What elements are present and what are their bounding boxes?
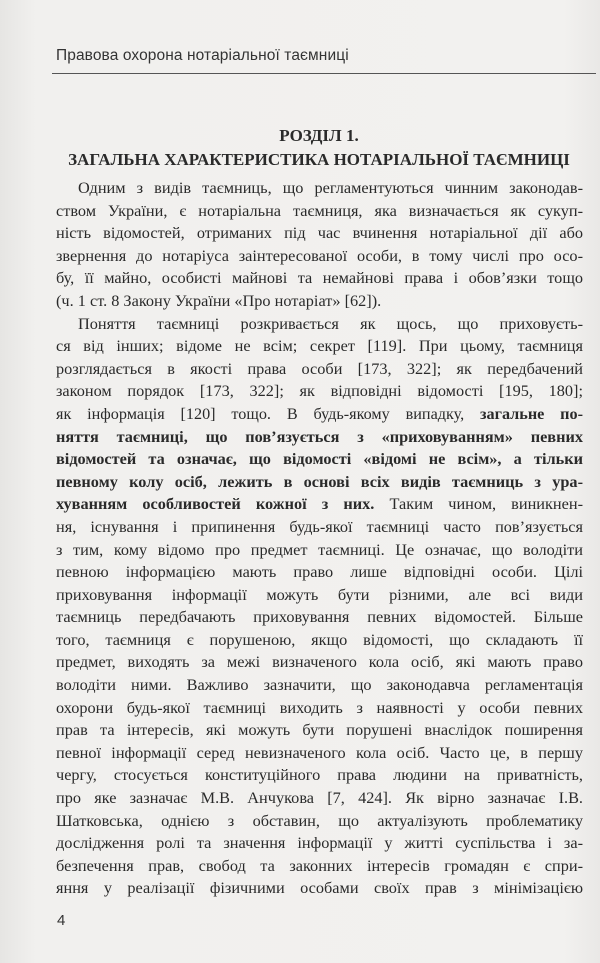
text-line: звернення до нотаріуса заінтересованої особи, в тому числі про осо- [56, 245, 583, 265]
paragraph-2 [56, 313, 583, 900]
text-line: ня, існування і припинення будь-якої таємниці часто пов’язується [56, 516, 583, 536]
text-run: як інформація [120] тощо. В будь-якому випадку, [56, 404, 480, 423]
text-line: безпечення прав, свобод та законних інтересів громадян є спри- [56, 855, 583, 875]
text-line: з тим, кому відомо про предмет таємниці. Це означає, що володіти [56, 539, 583, 559]
text-line: прав та інтересів, які можуть бути порушені внаслідок поширення [56, 720, 583, 740]
body-text [56, 177, 583, 900]
text-line: законом порядок [173, 322]; як відповідні відомості [195, 180]; [56, 381, 583, 401]
text-line [56, 448, 583, 471]
text-line: певної інформації серед невизначеного кола осіб. Часто це, в першу [56, 742, 583, 762]
header-rule [52, 73, 596, 74]
text-line: ством України, є нотаріальна таємниця, яка визначається як сукуп- [56, 200, 583, 220]
section-number: РОЗДІЛ 1. [279, 126, 359, 145]
running-head: Правова охорона нотаріальної таємниці [56, 47, 349, 64]
bold-text: хуванням особливостей кожної з них. [56, 494, 375, 514]
text-line: ність відомостей, отриманих під час вчинення нотаріальної дії або [56, 223, 583, 243]
text-line [56, 403, 583, 426]
text-line: ся від інших; відоме не всім; секрет [119]. При цьому, таємниця [56, 336, 583, 356]
text-line: Одним з видів таємниць, що регламентуються чинним законодав- [78, 178, 583, 197]
text-line: таємниць передбачають приховування певних відомостей. Більше [56, 607, 583, 627]
bold-text: певному колу осіб, лежить в основі всіх видів таємниць з ура- [56, 471, 583, 491]
text-line: чергу, стосується конституційного права людини на приватність, [56, 765, 583, 785]
text-line [56, 471, 583, 494]
page-number: 4 [57, 912, 66, 929]
text-line: приховування інформації можуть бути різними, але всі види [56, 584, 583, 604]
text-line: яння у реалізації фізичними особами своїх прав з мінімізацією [56, 878, 583, 898]
text-line: бу, її майно, особисті майнові та немайнові права і обов’язки тощо [56, 268, 583, 288]
text-line [56, 493, 583, 516]
text-line: того, таємниця є порушеною, якщо відомості, що складають її [56, 629, 583, 649]
bold-text: відомостей та означає, що відомості «відомі не всім», а тільки [56, 449, 583, 469]
text-line: охорони будь-якої таємниці виходить з наявності у особи певних [56, 697, 583, 717]
section-heading [56, 124, 582, 172]
text-line: предмет, виходять за межі визначеного кола осіб, які мають право [56, 652, 583, 672]
text-line: володіти ними. Важливо зазначити, що законодавча регламентація [56, 675, 583, 695]
section-title: ЗАГАЛЬНА ХАРАКТЕРИСТИКА НОТАРІАЛЬНОЇ ТАЄМНИЦІ [68, 150, 570, 169]
text-line: Шатковська, однією з обставин, що актуалізують проблематику [56, 810, 583, 830]
bold-text: няття таємниці, що пов’язується з «приховуванням» певних [56, 426, 583, 446]
text-line: розглядається в якості права особи [173, 322]; як передбачений [56, 358, 583, 378]
text-line: дослідження ролі та значення інформації у житті суспільства і за- [56, 833, 583, 853]
text-line: (ч. 1 ст. 8 Закону України «Про нотаріат» [62]). [56, 290, 382, 310]
paragraph-1 [56, 177, 583, 313]
text-line: про яке зазначає М.В. Анчукова [7, 424]. Як вірно зазначає І.В. [56, 788, 583, 808]
text-line: певною інформацією мають право лише відповідні особи. Цілі [56, 562, 583, 582]
text-line [56, 426, 583, 449]
text-run: Таким чином, виникнен- [374, 494, 583, 514]
bold-text: загальне по- [480, 404, 583, 423]
text-line: Поняття таємниці розкривається як щось, що приховуєть- [78, 313, 583, 333]
